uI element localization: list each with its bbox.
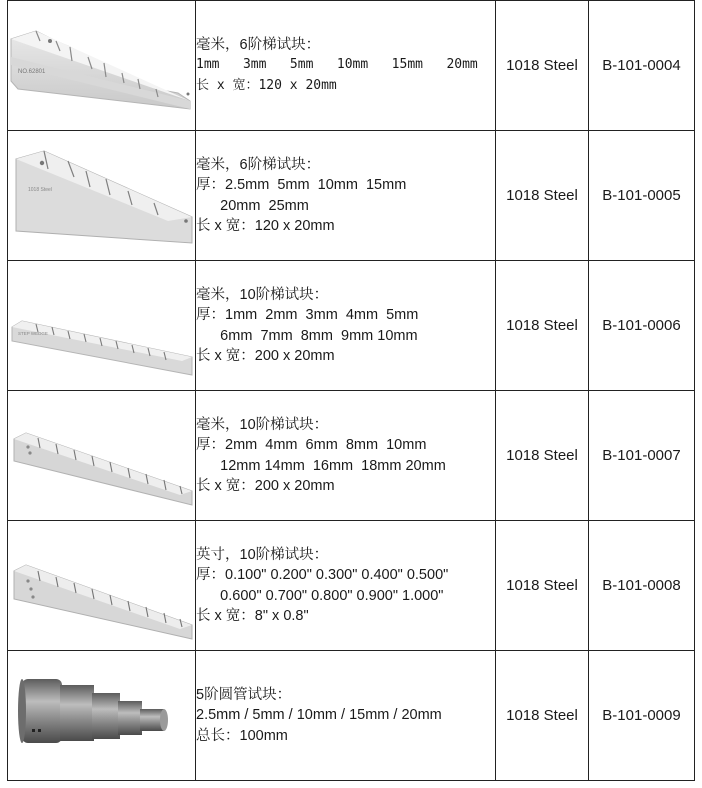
svg-text:1018 Steel: 1018 Steel [28, 187, 52, 193]
product-image-cell [8, 261, 196, 391]
description-thickness-cont: 0.600" 0.700" 0.800" 0.900" 1.000" [196, 587, 444, 604]
description-size: 长 x 宽：120 x 20mm [196, 218, 335, 234]
material-cell: 1018 Steel [496, 391, 589, 521]
table-row [8, 261, 695, 391]
product-image-cell [8, 131, 196, 261]
description-title: 毫米，6阶梯试块： [196, 36, 321, 53]
description-cell [196, 1, 496, 131]
description-thickness-cont: 6mm 7mm 8mm 9mm 10mm [196, 327, 418, 344]
description-title: 毫米，6阶梯试块： [196, 156, 321, 173]
table-row [8, 521, 695, 651]
product-code-cell: B-101-0009 [589, 651, 695, 781]
description-title: 5阶圆管试块： [196, 686, 292, 703]
product-table [7, 0, 695, 781]
product-code-cell: B-101-0005 [589, 131, 695, 261]
description-size: 长 x 宽：120 x 20mm [196, 77, 337, 93]
description-thickness: 厚：2.5mm 5mm 10mm 15mm [196, 177, 407, 193]
description-size: 总长：100mm [196, 727, 288, 744]
svg-text:STEP WEDGE: STEP WEDGE [18, 331, 48, 336]
table-row [8, 651, 695, 781]
description-cell [196, 261, 496, 391]
material-cell: 1018 Steel [496, 521, 589, 651]
description-title: 英寸，10阶梯试块： [196, 546, 329, 563]
table-row [8, 391, 695, 521]
round-tube-step-image [8, 651, 195, 780]
description-thickness: 1mm 3mm 5mm 10mm 15mm 20mm [196, 57, 478, 73]
description-cell [196, 521, 496, 651]
description-title: 毫米，10阶梯试块： [196, 416, 329, 433]
description-size: 长 x 宽：200 x 20mm [196, 348, 335, 364]
material-cell: 1018 Steel [496, 131, 589, 261]
svg-text:NO.62801: NO.62801 [18, 69, 46, 75]
description-thickness-cont: 12mm 14mm 16mm 18mm 20mm [196, 457, 446, 474]
product-image-cell [8, 651, 196, 781]
description-title: 毫米，10阶梯试块： [196, 286, 329, 303]
description-thickness: 2.5mm / 5mm / 10mm / 15mm / 20mm [196, 707, 442, 724]
description-thickness: 厚：0.100" 0.200" 0.300" 0.400" 0.500" [196, 567, 449, 583]
description-thickness-cont: 20mm 25mm [196, 197, 309, 214]
product-code-cell: B-101-0004 [589, 1, 695, 131]
table-row [8, 1, 695, 131]
step-wedge-10-inch-image [8, 521, 195, 650]
product-image-cell [8, 1, 196, 131]
description-cell [196, 391, 496, 521]
description-cell [196, 651, 496, 781]
product-image-cell [8, 521, 196, 651]
description-size: 长 x 宽：8" x 0.8" [196, 608, 309, 624]
material-cell: 1018 Steel [496, 261, 589, 391]
table-row [8, 131, 695, 261]
description-size: 长 x 宽：200 x 20mm [196, 478, 335, 494]
step-wedge-6-image [8, 131, 195, 260]
product-code-cell: B-101-0007 [589, 391, 695, 521]
step-wedge-10-image [8, 261, 195, 390]
description-cell [196, 131, 496, 261]
product-image-cell [8, 391, 196, 521]
material-cell: 1018 Steel [496, 1, 589, 131]
description-thickness: 厚：1mm 2mm 3mm 4mm 5mm [196, 307, 419, 323]
product-code-cell: B-101-0008 [589, 521, 695, 651]
step-wedge-6-image [8, 1, 195, 130]
material-cell: 1018 Steel [496, 651, 589, 781]
product-code-cell: B-101-0006 [589, 261, 695, 391]
description-thickness: 厚：2mm 4mm 6mm 8mm 10mm [196, 437, 427, 453]
step-wedge-10-image [8, 391, 195, 520]
